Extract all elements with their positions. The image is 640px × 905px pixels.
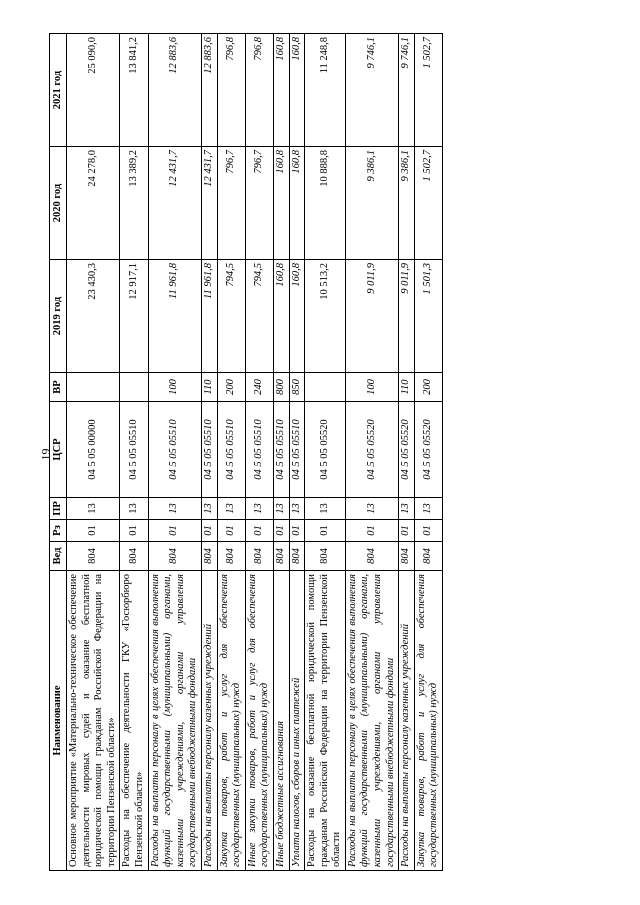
cell-pr: 13 [120, 498, 148, 520]
cell-csr: 04 5 05 05510 [289, 402, 305, 498]
table-row [399, 34, 415, 871]
cell-y2020: 12 431,7 [201, 147, 217, 260]
cell-vr: 100 [148, 373, 201, 402]
cell-name: Расходы на выплаты персоналу казенных учреждений [399, 571, 415, 871]
cell-ved: 804 [67, 542, 120, 571]
cell-name: Иные закупки товаров, работ и услуг для обеспечения государственных (муниципальных) нужд [245, 571, 273, 871]
cell-rz: 01 [305, 520, 346, 542]
cell-pr: 13 [217, 498, 245, 520]
cell-y2020: 13 389,2 [120, 147, 148, 260]
cell-pr: 13 [305, 498, 346, 520]
cell-y2019: 23 430,3 [67, 260, 120, 373]
cell-ved: 804 [245, 542, 273, 571]
cell-vr: 110 [201, 373, 217, 402]
table-row [414, 34, 442, 871]
cell-name: Иные бюджетные ассигнования [273, 571, 289, 871]
table-row [217, 34, 245, 871]
header-2021: 2021 год [50, 34, 67, 147]
cell-y2020: 1 502,7 [414, 147, 442, 260]
cell-y2020: 160,8 [273, 147, 289, 260]
cell-y2021: 9 746,1 [399, 34, 415, 147]
cell-vr: 800 [273, 373, 289, 402]
cell-name: Уплата налогов, сборов и иных платежей [289, 571, 305, 871]
cell-ved: 804 [217, 542, 245, 571]
cell-y2020: 160,8 [289, 147, 305, 260]
header-csr: ЦСР [50, 402, 67, 498]
cell-rz: 01 [273, 520, 289, 542]
cell-y2019: 9 011,9 [345, 260, 398, 373]
cell-rz: 01 [414, 520, 442, 542]
cell-ved: 804 [148, 542, 201, 571]
cell-y2020: 9 386,1 [399, 147, 415, 260]
table-row [345, 34, 398, 871]
cell-csr: 04 5 05 05510 [217, 402, 245, 498]
table-row [67, 34, 120, 871]
cell-ved: 804 [345, 542, 398, 571]
header-2019: 2019 год [50, 260, 67, 373]
cell-name: Расходы на обеспечение деятельности ГКУ «Госюрбюро Пензенской области» [120, 571, 148, 871]
table-body [67, 34, 443, 871]
cell-name: Расходы на выплаты персоналу в целях обеспечения выполнения функций государственными (муниципальными) органами, казенными учреждениями, органами управления государственными внебюджетными фондами [148, 571, 201, 871]
cell-y2019: 794,5 [217, 260, 245, 373]
cell-y2020: 796,7 [217, 147, 245, 260]
cell-rz: 01 [399, 520, 415, 542]
cell-rz: 01 [345, 520, 398, 542]
cell-y2019: 10 513,2 [305, 260, 346, 373]
cell-rz: 01 [245, 520, 273, 542]
cell-rz: 01 [120, 520, 148, 542]
cell-y2021: 12 883,6 [201, 34, 217, 147]
cell-csr: 04 5 05 05520 [345, 402, 398, 498]
header-name: Наименование [50, 571, 67, 871]
cell-rz: 01 [289, 520, 305, 542]
cell-y2019: 9 011,9 [399, 260, 415, 373]
cell-y2020: 12 431,7 [148, 147, 201, 260]
cell-pr: 13 [201, 498, 217, 520]
page-number: 19 [38, 448, 53, 461]
header-rz: Рз [50, 520, 67, 542]
header-vr: ВР [50, 373, 67, 402]
cell-vr: 200 [217, 373, 245, 402]
header-2020: 2020 год [50, 147, 67, 260]
table-row [289, 34, 305, 871]
cell-y2021: 11 248,8 [305, 34, 346, 147]
cell-ved: 804 [289, 542, 305, 571]
cell-csr: 04 5 05 05520 [305, 402, 346, 498]
cell-csr: 04 5 05 00000 [67, 402, 120, 498]
cell-pr: 13 [289, 498, 305, 520]
cell-name: Закупка товаров, работ и услуг для обеспечения государственных (муниципальных) нужд [217, 571, 245, 871]
cell-csr: 04 5 05 05510 [148, 402, 201, 498]
cell-pr: 13 [399, 498, 415, 520]
cell-name: Закупка товаров, работ и услуг для обеспечения государственных (муниципальных) нужд [414, 571, 442, 871]
cell-y2021: 160,8 [273, 34, 289, 147]
table-row [245, 34, 273, 871]
cell-pr: 13 [245, 498, 273, 520]
cell-csr: 04 5 05 05510 [245, 402, 273, 498]
cell-y2019: 12 917,1 [120, 260, 148, 373]
cell-y2021: 1 502,7 [414, 34, 442, 147]
cell-rz: 01 [217, 520, 245, 542]
cell-y2021: 9 746,1 [345, 34, 398, 147]
cell-pr: 13 [414, 498, 442, 520]
cell-csr: 04 5 05 05510 [120, 402, 148, 498]
cell-vr [120, 373, 148, 402]
cell-y2020: 796,7 [245, 147, 273, 260]
cell-y2021: 796,8 [217, 34, 245, 147]
header-ved: Вед [50, 542, 67, 571]
cell-name: Основное мероприятие «Материально-техническое обеспечение деятельности мировых судей и оказание бесплатной юридической помощи гражданам Российской Федерации на территории Пензенской области» [67, 571, 120, 871]
cell-vr [67, 373, 120, 402]
cell-rz: 01 [148, 520, 201, 542]
cell-vr [305, 373, 346, 402]
cell-pr: 13 [67, 498, 120, 520]
cell-y2020: 10 888,8 [305, 147, 346, 260]
cell-csr: 04 5 05 05510 [273, 402, 289, 498]
cell-ved: 804 [201, 542, 217, 571]
cell-name: Расходы на выплаты персоналу в целях обеспечения выполнения функций государственными (муниципальными) органами, казенными учреждениями, органами управления государственными внебюджетными фондами [345, 571, 398, 871]
cell-ved: 804 [399, 542, 415, 571]
cell-y2019: 160,8 [289, 260, 305, 373]
table-row [148, 34, 201, 871]
cell-y2021: 13 841,2 [120, 34, 148, 147]
cell-name: Расходы на оказание бесплатной юридической помощи гражданам Российской Федерации на территории Пензенской области [305, 571, 346, 871]
cell-y2020: 24 278,0 [67, 147, 120, 260]
cell-ved: 804 [273, 542, 289, 571]
budget-table [49, 33, 443, 871]
cell-y2019: 11 961,8 [201, 260, 217, 373]
cell-y2019: 11 961,8 [148, 260, 201, 373]
cell-y2021: 796,8 [245, 34, 273, 147]
cell-pr: 13 [273, 498, 289, 520]
cell-y2021: 25 090,0 [67, 34, 120, 147]
cell-pr: 13 [148, 498, 201, 520]
rotated-table-wrapper [49, 34, 510, 871]
table-row [305, 34, 346, 871]
cell-rz: 01 [67, 520, 120, 542]
cell-csr: 04 5 05 05520 [414, 402, 442, 498]
header-pr: ПР [50, 498, 67, 520]
table-row [201, 34, 217, 871]
cell-y2021: 12 883,6 [148, 34, 201, 147]
cell-y2019: 794,5 [245, 260, 273, 373]
cell-vr: 100 [345, 373, 398, 402]
cell-vr: 240 [245, 373, 273, 402]
cell-y2019: 160,8 [273, 260, 289, 373]
cell-vr: 200 [414, 373, 442, 402]
cell-rz: 01 [201, 520, 217, 542]
cell-csr: 04 5 05 05510 [201, 402, 217, 498]
cell-y2021: 160,8 [289, 34, 305, 147]
cell-name: Расходы на выплаты персоналу казенных учреждений [201, 571, 217, 871]
cell-pr: 13 [345, 498, 398, 520]
cell-vr: 110 [399, 373, 415, 402]
cell-y2020: 9 386,1 [345, 147, 398, 260]
cell-ved: 804 [414, 542, 442, 571]
cell-ved: 804 [120, 542, 148, 571]
cell-vr: 850 [289, 373, 305, 402]
table-row [120, 34, 148, 871]
table-row [273, 34, 289, 871]
table-header-row [50, 34, 67, 871]
cell-ved: 804 [305, 542, 346, 571]
cell-y2019: 1 501,3 [414, 260, 442, 373]
cell-csr: 04 5 05 05520 [399, 402, 415, 498]
